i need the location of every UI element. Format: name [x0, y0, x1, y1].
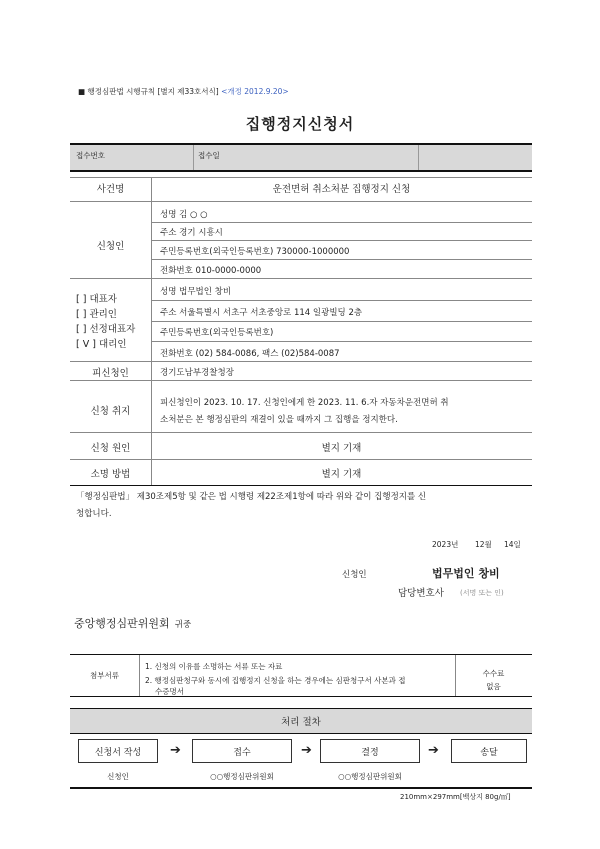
representative-address: 주소 서울특별시 서초구 서초중앙로 114 일광빌딩 2층: [160, 308, 363, 318]
step-delivery: 송달: [451, 739, 527, 763]
actor-commission-receipt: ○○행정심판위원회: [210, 772, 274, 781]
proof-value: 별지 기재: [321, 469, 362, 480]
role-representative: [ ] 대표자: [76, 294, 117, 305]
case-label: 사건명: [96, 184, 125, 195]
reason-label: 신청 원인: [90, 443, 131, 454]
arrow-right-icon: ➔: [428, 743, 439, 758]
representative-id: 주민등록번호(외국인등록번호): [160, 328, 274, 338]
date-month: 12월: [475, 540, 492, 549]
arrow-right-icon: ➔: [301, 743, 312, 758]
date-day: 14일: [504, 540, 521, 549]
signature-note: (서명 또는 인): [460, 589, 504, 597]
representative-phone: 전화번호 (02) 584-0086, 팩스 (02)584-0087: [160, 349, 340, 359]
proof-label: 소명 방법: [90, 469, 131, 480]
applicant-phone: 전화번호 010-0000-0000: [160, 266, 262, 276]
applicant-name: 성명 김 ○ ○: [160, 210, 208, 220]
step-receipt: 접수: [192, 739, 292, 763]
fee-label: 수수료: [482, 669, 505, 678]
receipt-number-label: 접수번호: [76, 151, 105, 160]
purpose-line-2: 소처분은 본 행정심판의 재결이 있을 때까지 그 집행을 정지한다.: [160, 415, 398, 425]
purpose-line-1: 피신청인이 2023. 10. 17. 신청인에게 한 2023. 11. 6.자 자동차운전면허 취: [160, 398, 449, 408]
respondent-value: 경기도남부경찰청장: [160, 368, 234, 378]
signature-applicant-label: 신청인: [342, 570, 367, 580]
purpose-label: 신청 취지: [90, 406, 131, 417]
attachment-item-1: 1. 신청의 이유를 소명하는 서류 또는 자료: [145, 662, 283, 671]
step-decision: 결정: [320, 739, 420, 763]
actor-applicant: 신청인: [107, 772, 129, 781]
revision-note: <개정 2012.9.20>: [221, 87, 289, 96]
receipt-date-label: 접수일: [198, 151, 220, 160]
case-value: 운전면허 취소처분 집행정지 신청: [272, 184, 411, 195]
form-reference: [78, 86, 289, 97]
representative-name: 성명 법무법인 창비: [160, 287, 232, 297]
addressee-suffix: 귀중: [174, 620, 192, 630]
reason-value: 별지 기재: [321, 443, 362, 454]
procedure-title: 처리 절차: [281, 717, 321, 728]
actor-commission-decision: ○○행정심판위원회: [338, 772, 402, 781]
document-title: 집행정지신청서: [245, 115, 355, 133]
addressee-name: 중앙행정심판위원회: [74, 617, 170, 630]
addressee: [74, 612, 191, 631]
receipt-row: [70, 145, 532, 170]
role-manager: [ ] 관리인: [76, 309, 117, 320]
applicant-label: 신청인: [96, 241, 125, 252]
applicant-id: 주민등록번호(외국인등록번호) 730000-1000000: [160, 247, 350, 257]
representative-roles: [76, 292, 135, 352]
statement-line-1: 「행정심판법」 제30조제5항 및 같은 법 시행령 제22조제1항에 따라 위와 같이 집행정지를 신: [76, 492, 427, 502]
form-reference-text: ■ 행정심판법 시행규칙 [별지 제33호서식]: [78, 87, 219, 96]
signature-applicant-value: 법무법인 창비: [432, 567, 500, 580]
role-selected-representative: [ ] 선정대표자: [76, 324, 136, 335]
arrow-right-icon: ➔: [170, 743, 181, 758]
role-agent: [ V ] 대리인: [76, 339, 127, 350]
applicant-address: 주소 경기 시흥시: [160, 228, 223, 238]
step-application: 신청서 작성: [78, 739, 158, 763]
signature-lawyer: 담당변호사: [398, 588, 444, 599]
date-year: 2023년: [432, 540, 459, 549]
paper-spec: 210mm×297mm[백상지 80g/㎡]: [400, 793, 511, 801]
attachment-item-2-cont: 수증명서: [155, 687, 184, 696]
fee-value: 없음: [486, 682, 501, 691]
statement-line-2: 청합니다.: [76, 509, 112, 519]
respondent-label: 피신청인: [92, 368, 129, 379]
attachments-label: 첨부서류: [90, 671, 119, 680]
attachment-item-2: 2. 행정심판청구와 동시에 집행정지 신청을 하는 경우에는 심판청구서 사본과 접: [145, 676, 406, 685]
